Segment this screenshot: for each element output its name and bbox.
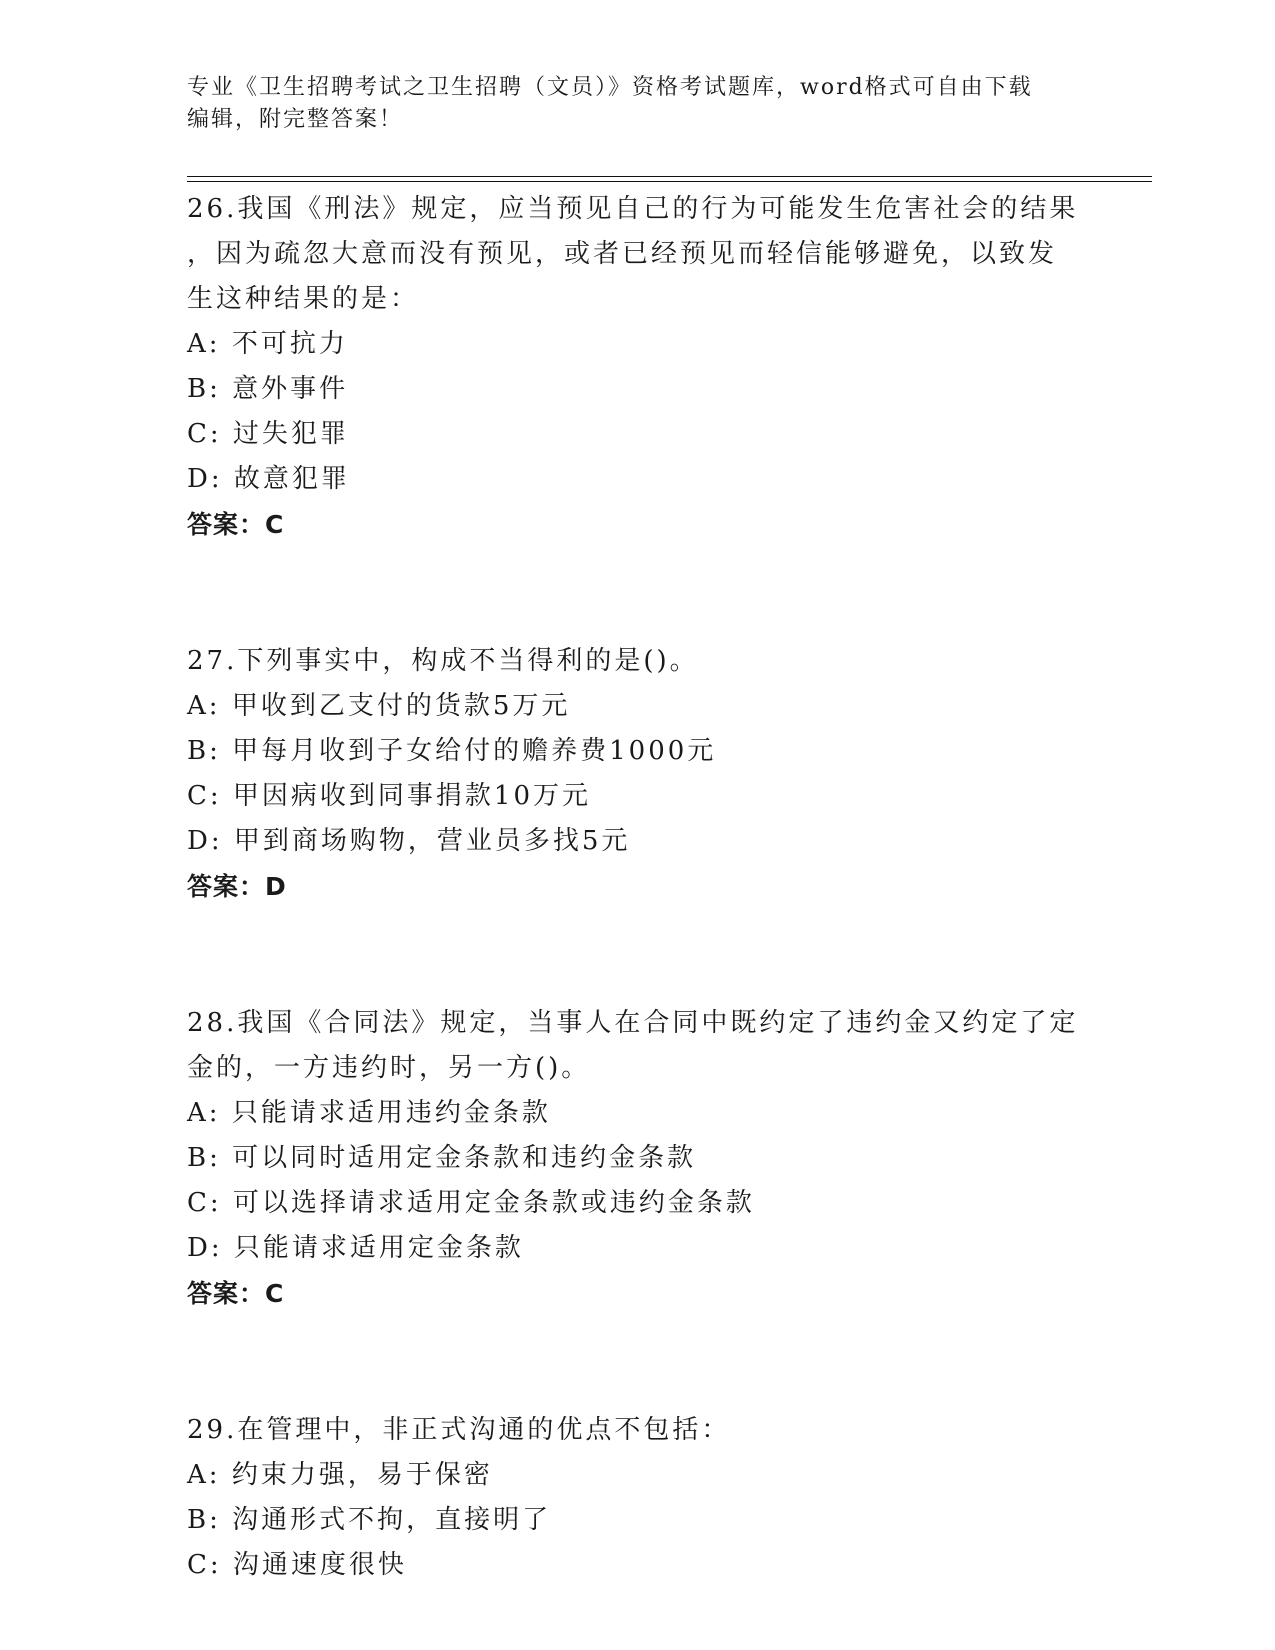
answer-option [187,819,1087,864]
answer-option [187,322,1087,367]
answer-key: 答案：C [187,1279,285,1308]
answer-option [187,1226,1087,1271]
option-letter: C: [187,419,222,449]
answer-option [187,1136,1087,1181]
option-text: 甲收到乙支付的货款5万元 [231,691,571,721]
option-letter: B: [187,1505,221,1535]
answer-key: 答案：C [187,510,285,539]
question-list [187,187,1087,1588]
option-letter: C: [187,781,222,811]
option-letter: A: [187,1460,221,1490]
option-letter: B: [187,736,221,766]
header-line-2: 编辑，附完整答案！ [187,107,404,132]
option-letter: C: [187,1188,222,1218]
question-text-line: 26.我国《刑法》规定，应当预见自己的行为可能发生危害社会的结果 [187,194,1079,224]
question-text-line: 28.我国《合同法》规定，当事人在合同中既约定了违约金又约定了定 [187,1008,1079,1038]
question-text-line: 金的，一方违约时，另一方()。 [187,1053,591,1083]
option-text: 约束力强，易于保密 [231,1460,493,1490]
option-letter: C: [187,1550,222,1580]
answer-option [187,1091,1087,1136]
question-text-line: 29.在管理中，非正式沟通的优点不包括： [187,1415,731,1445]
question-text-line: 生这种结果的是： [187,284,420,314]
option-text: 甲每月收到子女给付的赡养费1000元 [232,736,717,766]
question-spacer [187,909,1087,1001]
question-text-line: ，因为疏忽大意而没有预见，或者已经预见而轻信能够避免，以致发 [187,239,1058,269]
answer-option [187,457,1087,502]
option-letter: B: [187,374,221,404]
answer-option [187,1498,1087,1543]
document-header [187,72,1067,136]
question-spacer [187,1316,1087,1408]
header-line-1: 专业《卫生招聘考试之卫生招聘（文员）》资格考试题库，word格式可自由下载 [187,75,1033,100]
question-block [187,1001,1087,1316]
option-letter: A: [187,691,221,721]
answer-option [187,367,1087,412]
answer-key: 答案：D [187,872,287,901]
question-block [187,187,1087,547]
option-text: 甲因病收到同事捐款10万元 [232,781,592,811]
answer-option [187,684,1087,729]
question-block [187,1408,1087,1588]
answer-option [187,412,1087,457]
header-rule-bottom [187,181,1152,182]
option-text: 只能请求适用定金条款 [233,1233,524,1263]
option-text: 沟通速度很快 [232,1550,407,1580]
option-text: 不可抗力 [231,329,348,359]
answer-option [187,1453,1087,1498]
answer-option [187,1181,1087,1226]
answer-option [187,729,1087,774]
option-letter: B: [187,1143,221,1173]
question-spacer [187,547,1087,639]
option-letter: A: [187,1098,221,1128]
option-text: 只能请求适用违约金条款 [231,1098,551,1128]
option-text: 可以选择请求适用定金条款或违约金条款 [232,1188,755,1218]
option-text: 意外事件 [232,374,349,404]
option-text: 可以同时适用定金条款和违约金条款 [232,1143,697,1173]
option-letter: A: [187,329,221,359]
option-text: 故意犯罪 [233,464,350,494]
answer-option [187,1543,1087,1588]
option-letter: D: [187,1233,223,1263]
option-letter: D: [187,464,223,494]
option-text: 甲到商场购物，营业员多找5元 [233,826,631,856]
option-letter: D: [187,826,223,856]
option-text: 沟通形式不拘，直接明了 [232,1505,552,1535]
question-text-line: 27.下列事实中，构成不当得利的是()。 [187,646,699,676]
header-rule-top [187,176,1152,177]
option-text: 过失犯罪 [232,419,349,449]
question-block [187,639,1087,909]
answer-option [187,774,1087,819]
